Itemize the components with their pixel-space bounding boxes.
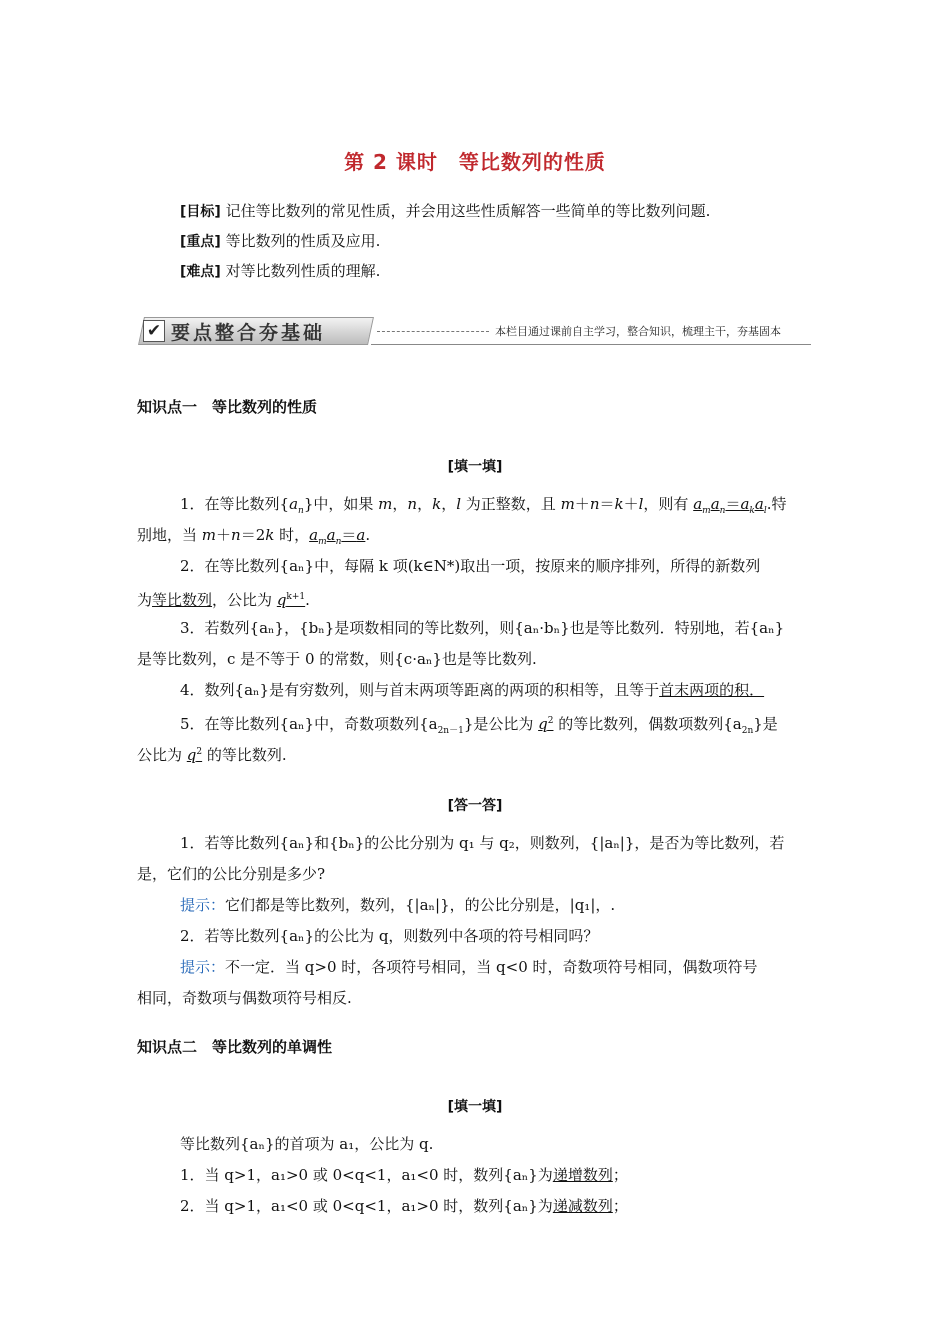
- property-2-line-1: 2．在等比数列{aₙ}中，每隔 k 项(k∈N*)取出一项，按原来的顺序排列，所得的新数列: [180, 557, 761, 575]
- question-1-line-2: 是，它们的公比分别是多少?: [137, 865, 326, 883]
- banner-heading: 要点整合夯基础: [171, 322, 326, 344]
- goal-target-text: 记住等比数列的常见性质，并会用这些性质解答一些简单的等比数列问题.: [225, 202, 711, 220]
- question-2: 2．若等比数列{aₙ}的公比为 q，则数列中各项的符号相同吗？: [180, 927, 599, 945]
- property-4-answer: 首末两项的积．: [659, 681, 765, 699]
- hint-label: 提示：: [180, 896, 226, 914]
- goal-target-label: [目标]: [180, 204, 221, 220]
- property-2-answer: 等比数列: [152, 591, 213, 609]
- property-5-even-ratio: $q^2$: [186, 746, 203, 764]
- monotonic-answer-2: 递减数列: [552, 1197, 613, 1215]
- monotonic-intro: 等比数列{aₙ}的首项为 a₁，公比为 q.: [180, 1135, 434, 1153]
- property-3-line-1: 3．若数列{aₙ}，{bₙ}是项数相同的等比数列，则{aₙ·bₙ}也是等比数列．特别地，若{aₙ}: [180, 619, 785, 637]
- hint-2-line-1: 提示：不一定．当 q>0 时，各项符号相同，当 q<0 时，奇数项符号相同，偶数项符号: [180, 958, 758, 976]
- property-2-ratio: $q^{k+1}$: [276, 591, 306, 609]
- monotonic-item-2: 2．当 q>1，a₁<0 或 0<q<1，a₁>0 时，数列{aₙ}为递减数列；: [180, 1197, 628, 1215]
- check-icon: ✔: [143, 320, 165, 342]
- hint-2-line-2: 相同，奇数项与偶数项符号相反.: [137, 989, 352, 1007]
- goal-key-label: [重点]: [180, 234, 221, 250]
- property-5-odd-ratio: $q^2$: [538, 715, 554, 733]
- section1-fill-heading: [填一填]: [447, 459, 503, 475]
- goal-key-text: 等比数列的性质及应用.: [225, 232, 381, 250]
- property-3-line-2: 是等比数列，c 是不等于 0 的常数，则{c·aₙ}也是等比数列.: [137, 650, 537, 668]
- property-1-answer: $a_ma_n=a_ka_l$: [693, 495, 767, 516]
- property-2-line-2: 为等比数列，公比为 $q^{k+1}$.: [137, 591, 310, 609]
- hint-1: 提示：它们都是等比数列，数列，{|aₙ|}，的公比分别是，|q₁|，.: [180, 896, 616, 914]
- section-banner: [137, 314, 813, 348]
- property-1-line-2: 别地，当 m＋n＝2k 时，$a_ma_n=a$.: [137, 526, 371, 547]
- banner-divider: [377, 331, 489, 332]
- page-title: 第 2 课时 等比数列的性质: [344, 150, 606, 174]
- section1-heading: 知识点一 等比数列的性质: [137, 398, 318, 416]
- property-5-line-1: 5．在等比数列{aₙ}中，奇数项数列$\{a_{2n-1}\}$是公比为 $q^2$ 的等比数列，偶数项数列$\{a_{2n}\}$是: [180, 715, 778, 736]
- goal-target: [180, 199, 817, 224]
- goal-difficult: [180, 259, 817, 284]
- question-1-line-1: 1．若等比数列{aₙ}和{bₙ}的公比分别为 q₁ 与 q₂，则数列，{|aₙ|}，是否为等比数列，若: [180, 834, 785, 852]
- hint-label: 提示：: [180, 958, 226, 976]
- banner-rule: [371, 344, 811, 345]
- monotonic-answer-1: 递增数列: [552, 1166, 613, 1184]
- property-5-line-2: 公比为 $q^2$ 的等比数列.: [137, 746, 287, 764]
- banner-note: 本栏目通过课前自主学习，整合知识，梳理主干，夯基固本: [495, 325, 781, 338]
- goal-difficult-text: 对等比数列性质的理解.: [225, 262, 381, 280]
- property-1-special-answer: $a_ma_n=a$: [309, 526, 366, 547]
- section2-heading: 知识点二 等比数列的单调性: [137, 1038, 333, 1056]
- goal-key: [180, 229, 817, 254]
- property-4: 4．数列{aₙ}是有穷数列，则与首末两项等距离的两项的积相等，且等于首末两项的积．: [180, 681, 765, 699]
- section1-answer-heading: [答一答]: [447, 798, 503, 814]
- goal-difficult-label: [难点]: [180, 264, 221, 280]
- section2-fill-heading: [填一填]: [447, 1099, 503, 1115]
- property-1-line-1: 1．在等比数列$\{a_n\}$中，如果 m，n，k，l 为正整数，且 m＋n＝k＋l，则有 $a_ma_n=a_ka_l$.特: [180, 495, 787, 516]
- monotonic-item-1: 1．当 q>1，a₁>0 或 0<q<1，a₁<0 时，数列{aₙ}为递增数列；: [180, 1166, 628, 1184]
